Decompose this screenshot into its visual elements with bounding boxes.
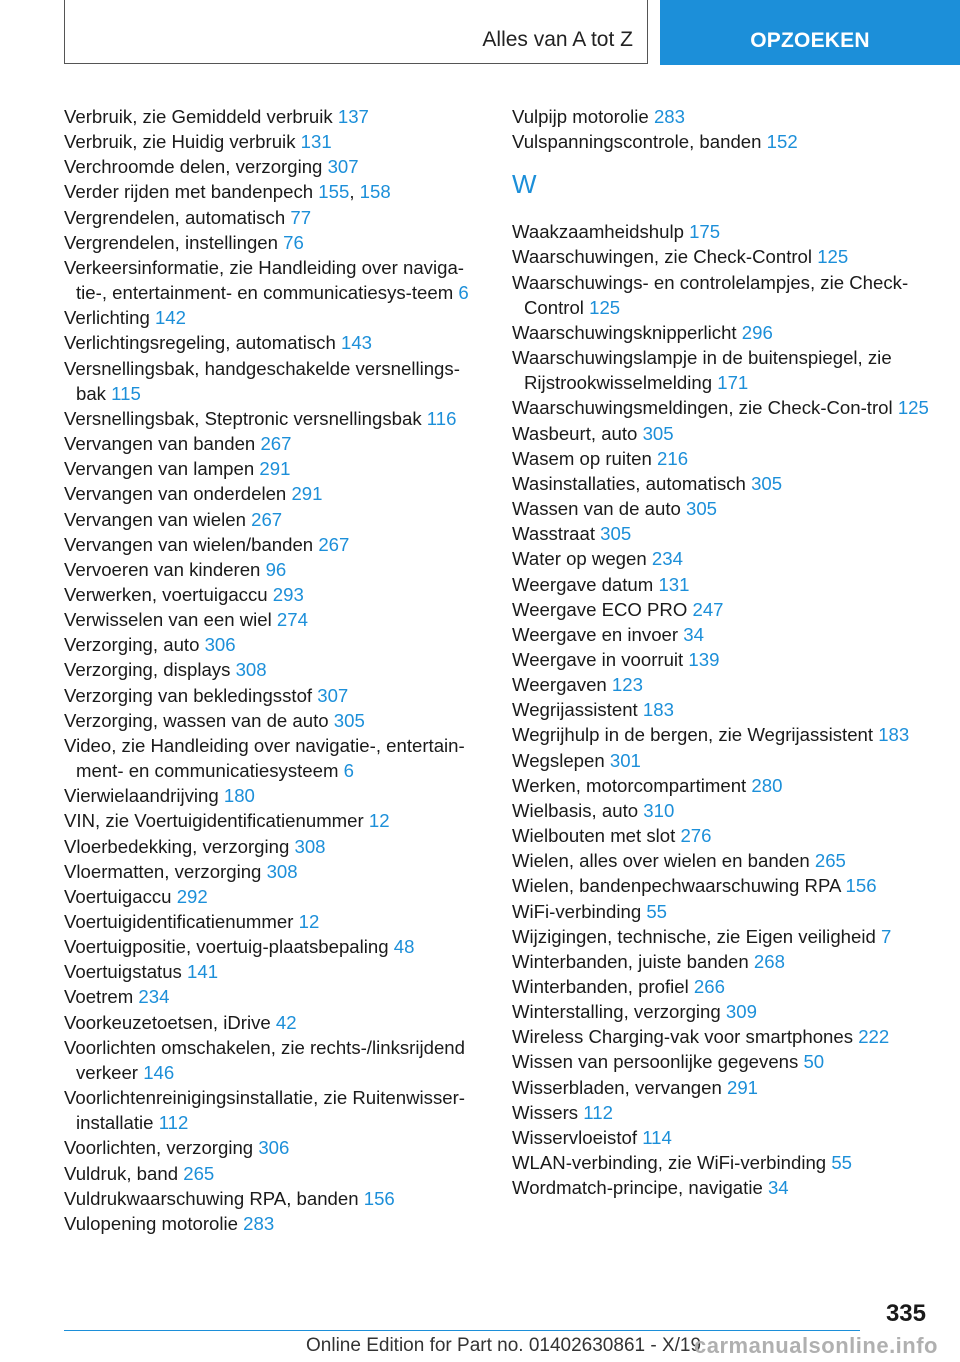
index-entry	[512, 1175, 932, 1200]
index-entry	[512, 748, 932, 773]
page-link[interactable]: 291	[259, 458, 291, 480]
page-link[interactable]: 131	[300, 131, 332, 153]
entry-term: Verbruik, zie Gemiddeld verbruik	[64, 106, 333, 127]
index-entry	[64, 959, 478, 984]
page-link[interactable]: 308	[235, 659, 267, 681]
entry-term: Wijzigingen, technische, zie Eigen veiligheid	[512, 925, 876, 947]
index-entry	[512, 798, 932, 823]
index-entry	[512, 572, 932, 597]
index-entry	[64, 330, 478, 355]
index-entry	[64, 255, 478, 305]
entry-term: Voertuigstatus	[64, 961, 182, 983]
entry-term: Wissen van persoonlijke gegevens	[512, 1051, 799, 1073]
entry-term: Waarschuwingsknipperlicht	[512, 321, 737, 343]
index-entry	[512, 622, 932, 647]
entry-term: Voertuigaccu	[64, 885, 172, 907]
entry-term: Versnellingsbak, handgeschakelde versnellings-bak	[64, 357, 460, 404]
entry-term: Wordmatch-principe, navigatie	[512, 1177, 763, 1199]
entry-term: Vervangen van onderdelen	[64, 483, 287, 505]
index-column-right	[512, 104, 932, 1200]
page-link[interactable]: 34	[767, 1177, 789, 1199]
index-entry	[512, 924, 932, 949]
page-link[interactable]: 283	[243, 1212, 275, 1234]
search-button[interactable]	[660, 0, 960, 65]
entry-term: Waarschuwingen, zie Check-Control	[512, 246, 813, 268]
entry-term: Wielen, bandenpechwaarschuwing RPA	[512, 875, 841, 897]
index-entry	[64, 1161, 478, 1186]
page-link[interactable]: 276	[680, 825, 712, 847]
entry-term: Wielbouten met slot	[512, 825, 676, 847]
page-link[interactable]: 125	[897, 397, 929, 419]
page-link[interactable]: 146	[143, 1061, 175, 1083]
index-entry: Verder rijden met bandenpech 155, 158	[64, 181, 391, 203]
index-entry	[512, 421, 932, 446]
entry-term: Verlichtingsregeling, automatisch	[64, 332, 336, 354]
page-link[interactable]: 280	[751, 774, 783, 796]
index-entry	[64, 104, 478, 129]
index-entry	[64, 834, 478, 859]
page-link[interactable]: 137	[337, 106, 369, 127]
page-link[interactable]: 267	[260, 433, 292, 455]
entry-term: Verchroomde delen, verzorging	[64, 156, 323, 178]
entry-term: Wisserbladen, vervangen	[512, 1076, 722, 1098]
index-entry	[64, 205, 478, 230]
index-entry	[64, 129, 478, 154]
index-entry	[64, 808, 478, 833]
index-entry	[64, 683, 478, 708]
entry-term: Voetrem	[64, 986, 134, 1008]
index-entry	[512, 395, 932, 420]
entry-term: Wasinstallaties, automatisch	[512, 472, 746, 494]
entry-term: Winterstalling, verzorging	[512, 1001, 721, 1023]
entry-term: Vloermatten, verzorging	[64, 860, 262, 882]
index-entry	[64, 1211, 478, 1236]
page-link[interactable]: 125	[589, 296, 621, 318]
page-link[interactable]: 307	[317, 684, 349, 706]
entry-term: Wegslepen	[512, 749, 605, 771]
entry-term: Voertuigidentificatienummer	[64, 911, 294, 932]
page-link[interactable]: 152	[766, 131, 798, 153]
page-link[interactable]: 267	[318, 533, 350, 555]
index-entry	[64, 305, 478, 330]
index-entry	[512, 773, 932, 798]
index-entry	[512, 446, 932, 471]
page-link[interactable]: 55	[831, 1152, 852, 1174]
page-link[interactable]: 123	[611, 674, 643, 696]
index-entry	[64, 532, 478, 557]
page-link[interactable]: 274	[276, 609, 308, 631]
index-entry	[512, 949, 932, 974]
entry-term: Vervoeren van kinderen	[64, 558, 261, 580]
entry-term: Vuldrukwaarschuwing RPA, banden	[64, 1187, 359, 1209]
page-link[interactable]: 247	[692, 598, 724, 620]
page-link[interactable]: 306	[258, 1137, 290, 1159]
page-link[interactable]: 308	[294, 835, 326, 857]
page-link[interactable]: 175	[689, 221, 721, 243]
index-entry	[512, 848, 932, 873]
index-entry	[512, 219, 932, 244]
entry-term: Vierwielaandrijving	[64, 785, 219, 807]
page-link[interactable]: 305	[333, 709, 365, 731]
page-link[interactable]: 183	[642, 699, 674, 721]
page-link[interactable]: 42	[275, 1011, 297, 1033]
page-link[interactable]: 131	[658, 573, 690, 595]
entry-term: Vervangen van wielen/banden	[64, 533, 314, 555]
entry-term: Werken, motorcompartiment	[512, 774, 747, 796]
page-link[interactable]: 305	[600, 523, 632, 545]
index-entry	[512, 521, 932, 546]
page-link[interactable]: 308	[266, 860, 298, 882]
index-entry	[64, 356, 478, 406]
entry-term: Winterbanden, profiel	[512, 976, 689, 997]
index-entry	[512, 597, 932, 622]
index-entry	[512, 1024, 932, 1049]
entry-term: Vergrendelen, instellingen	[64, 231, 278, 253]
entry-term: Vulpijp motorolie	[512, 106, 649, 127]
index-entry	[64, 859, 478, 884]
page-link[interactable]: 77	[290, 206, 312, 228]
page-header	[0, 0, 960, 66]
page-link[interactable]: 142	[154, 307, 186, 329]
entry-term: VIN, zie Voertuigidentificatienummer	[64, 810, 364, 832]
index-entry	[64, 507, 478, 532]
index-entry	[64, 431, 478, 456]
page-link[interactable]: 155	[318, 181, 350, 203]
page-link[interactable]: 6	[343, 760, 354, 782]
page-link[interactable]: 34	[683, 623, 704, 645]
index-entry	[64, 1035, 478, 1085]
page-link[interactable]: 7	[881, 925, 892, 947]
page-number: 335	[885, 1300, 926, 1327]
footer-divider	[64, 1330, 860, 1331]
page-link[interactable]: 268	[753, 950, 785, 972]
page-link[interactable]: 156	[363, 1187, 395, 1209]
entry-term: Verkeersinformatie, zie Handleiding over naviga-tie-, entertainment- en communicatiesys-teem	[64, 256, 464, 304]
entry-term: Wireless Charging-vak voor smartphones	[512, 1026, 854, 1048]
page-link[interactable]: 55	[646, 900, 668, 922]
index-entry	[64, 1186, 478, 1211]
page-link[interactable]: 267	[251, 508, 283, 530]
page-link[interactable]: 12	[368, 810, 390, 832]
page-link[interactable]: 283	[653, 106, 685, 127]
index-entry	[512, 1075, 932, 1100]
entry-term: Vulspanningscontrole, banden	[512, 131, 762, 153]
page-link[interactable]: 183	[878, 724, 910, 746]
search-button-label: OPZOEKEN	[750, 29, 870, 52]
entry-term: Wegrijassistent	[512, 699, 638, 721]
index-entry	[512, 823, 932, 848]
index-entry	[512, 722, 932, 747]
entry-term: Vergrendelen, automatisch	[64, 206, 286, 228]
index-entry	[512, 546, 932, 571]
page-link[interactable]: 96	[265, 558, 287, 580]
page-link[interactable]: 158	[359, 181, 391, 203]
index-entry	[512, 697, 932, 722]
index-entry	[64, 909, 478, 934]
entry-term: Verzorging, wassen van de auto	[64, 709, 329, 731]
page-link[interactable]: 6	[458, 282, 469, 304]
index-entry	[512, 647, 932, 672]
page-link[interactable]: 50	[803, 1051, 825, 1073]
entry-term: Vervangen van lampen	[64, 458, 255, 480]
page-link[interactable]: 265	[183, 1162, 215, 1184]
entry-term: Video, zie Handleiding over navigatie-, entertain-ment- en communicatiesysteem	[64, 734, 465, 782]
index-entry	[512, 244, 932, 269]
page-link[interactable]: 305	[751, 472, 783, 494]
entry-term: Verwisselen van een wiel	[64, 609, 272, 631]
index-entry	[512, 345, 932, 395]
entry-term: Versnellingsbak, Steptronic versnellingsbak	[64, 407, 422, 429]
page-link[interactable]: 307	[327, 156, 359, 178]
entry-term: Wasbeurt, auto	[512, 422, 638, 444]
index-entry	[64, 557, 478, 582]
edition-text: Online Edition for Part no. 01402630861 - X/19	[306, 1335, 702, 1356]
page-link[interactable]: 48	[393, 936, 415, 958]
entry-term: Verzorging, auto	[64, 634, 200, 656]
index-entry	[64, 406, 478, 431]
index-entry	[512, 1150, 932, 1175]
entry-term: Vloerbedekking, verzorging	[64, 835, 290, 857]
page-link[interactable]: 216	[657, 447, 689, 469]
page-link[interactable]: 114	[642, 1126, 672, 1148]
entry-term: WLAN-verbinding, zie WiFi-verbinding	[512, 1152, 827, 1174]
index-entry	[64, 607, 478, 632]
index-entry	[64, 154, 478, 179]
page-link[interactable]: 266	[693, 976, 725, 997]
page-link[interactable]: 156	[845, 875, 877, 897]
index-entry	[64, 984, 478, 1009]
page-link[interactable]: 116	[426, 407, 457, 429]
entry-term: Wasem op ruiten	[512, 447, 652, 469]
page-link[interactable]: 141	[187, 961, 219, 983]
entry-term: WiFi-verbinding	[512, 900, 642, 922]
entry-term: Wissers	[512, 1101, 579, 1123]
entry-term: Vuldruk, band	[64, 1162, 179, 1184]
index-entry	[64, 456, 478, 481]
page-link[interactable]: 292	[176, 885, 208, 907]
index-entry	[64, 632, 478, 657]
entry-term: Wielbasis, auto	[512, 799, 639, 821]
entry-term: Winterbanden, juiste banden	[512, 950, 749, 972]
index-entry	[64, 733, 478, 783]
section-tab[interactable]	[64, 0, 648, 64]
entry-term: Weergaven	[512, 674, 607, 696]
page-link[interactable]: 125	[817, 246, 849, 268]
index-entry	[512, 1125, 932, 1150]
page-link[interactable]: 291	[291, 483, 323, 505]
page-link[interactable]: 76	[283, 231, 304, 253]
entry-term: Verwerken, voertuigaccu	[64, 583, 268, 605]
page-link[interactable]: 305	[642, 422, 674, 444]
entry-term: Voertuigpositie, voertuig-plaatsbepaling	[64, 936, 389, 958]
entry-term: Vervangen van banden	[64, 433, 256, 455]
watermark: carmanualsonline.info	[694, 1333, 938, 1358]
page-link[interactable]: 115	[111, 382, 141, 404]
index-entry	[64, 481, 478, 506]
page-link[interactable]: 234	[651, 548, 683, 570]
index-entry	[512, 496, 932, 521]
index-entry	[512, 899, 932, 924]
index-entry	[512, 471, 932, 496]
index-entry	[64, 884, 478, 909]
index-entry	[64, 708, 478, 733]
entry-term: Weergave ECO PRO	[512, 598, 688, 620]
page-link[interactable]: 265	[814, 850, 846, 872]
entry-term: Verbruik, zie Huidig verbruik	[64, 131, 296, 153]
index-entry	[64, 1085, 478, 1135]
index-entry	[512, 1049, 932, 1074]
index-column-left	[64, 104, 478, 1236]
index-entry	[512, 873, 932, 898]
entry-term: Wassen van de auto	[512, 498, 681, 520]
index-entry	[64, 230, 478, 255]
entry-term: Waarschuwingslampje in de buitenspiegel, zie Rijstrookwisselmelding	[512, 347, 892, 394]
index-entry	[512, 129, 932, 154]
entry-term: Verder rijden met bandenpech	[64, 181, 314, 203]
entry-term: Wisservloeistof	[512, 1126, 638, 1148]
index-entry	[64, 783, 478, 808]
index-entry	[64, 582, 478, 607]
entry-term: Wielen, alles over wielen en banden	[512, 850, 810, 872]
entry-term: Weergave datum	[512, 573, 654, 595]
page-link[interactable]: 139	[688, 648, 720, 670]
entry-term: Voorkeuzetoetsen, iDrive	[64, 1011, 271, 1033]
page-link[interactable]: 305	[686, 498, 718, 520]
page-link[interactable]: 112	[158, 1112, 189, 1134]
page-link[interactable]: 171	[717, 372, 749, 394]
entry-term: Wasstraat	[512, 523, 595, 545]
page-link[interactable]: 234	[138, 986, 170, 1008]
index-entry	[512, 974, 932, 999]
index-entry	[512, 104, 932, 129]
entry-term: Weergave en invoer	[512, 623, 679, 645]
index-entry	[64, 1135, 478, 1160]
entry-term: Vervangen van wielen	[64, 508, 246, 530]
entry-term: Water op wegen	[512, 548, 647, 570]
entry-term: Vulopening motorolie	[64, 1212, 238, 1234]
page-link[interactable]: 301	[609, 749, 641, 771]
section-title: Alles van A tot Z	[482, 28, 633, 51]
index-entry	[512, 320, 932, 345]
entry-term: Weergave in voorruit	[512, 648, 684, 670]
entry-term: Voorlichtenreinigingsinstallatie, zie Ruitenwisser-installatie	[64, 1087, 465, 1134]
page-link[interactable]: 310	[643, 799, 675, 821]
index-entry	[64, 657, 478, 682]
index-entry	[64, 1010, 478, 1035]
page-link[interactable]: 222	[858, 1026, 890, 1048]
entry-term: Voorlichten omschakelen, zie rechts-/linksrijdend verkeer	[64, 1036, 465, 1083]
letter-heading: W	[512, 169, 537, 200]
page-link[interactable]: 180	[223, 785, 255, 807]
index-entry	[512, 999, 932, 1024]
entry-term: Verzorging van bekledingsstof	[64, 684, 313, 706]
index-entry	[512, 270, 932, 320]
page-link[interactable]: 309	[725, 1001, 757, 1023]
page-link[interactable]: 306	[204, 634, 236, 656]
entry-term: Verlichting	[64, 307, 150, 329]
index-entry	[512, 672, 932, 697]
page-link[interactable]: 12	[298, 911, 320, 932]
page-link[interactable]: 291	[726, 1076, 759, 1098]
entry-term: Waarschuwingsmeldingen, zie Check-Con-trol	[512, 397, 893, 419]
index-entry	[512, 1100, 932, 1125]
page-link[interactable]: 112	[583, 1101, 613, 1123]
page-link[interactable]: 296	[741, 321, 773, 343]
entry-term: Voorlichten, verzorging	[64, 1137, 254, 1159]
entry-term: Waarschuwings- en controlelampjes, zie Check-Control	[512, 271, 909, 318]
entry-term: Wegrijhulp in de bergen, zie Wegrijassistent	[512, 724, 874, 746]
entry-term: Verzorging, displays	[64, 659, 231, 681]
page-link[interactable]: 293	[272, 583, 304, 605]
page-link[interactable]: 143	[341, 332, 373, 354]
index-entry	[64, 934, 478, 959]
entry-term: Waakzaamheidshulp	[512, 221, 684, 243]
